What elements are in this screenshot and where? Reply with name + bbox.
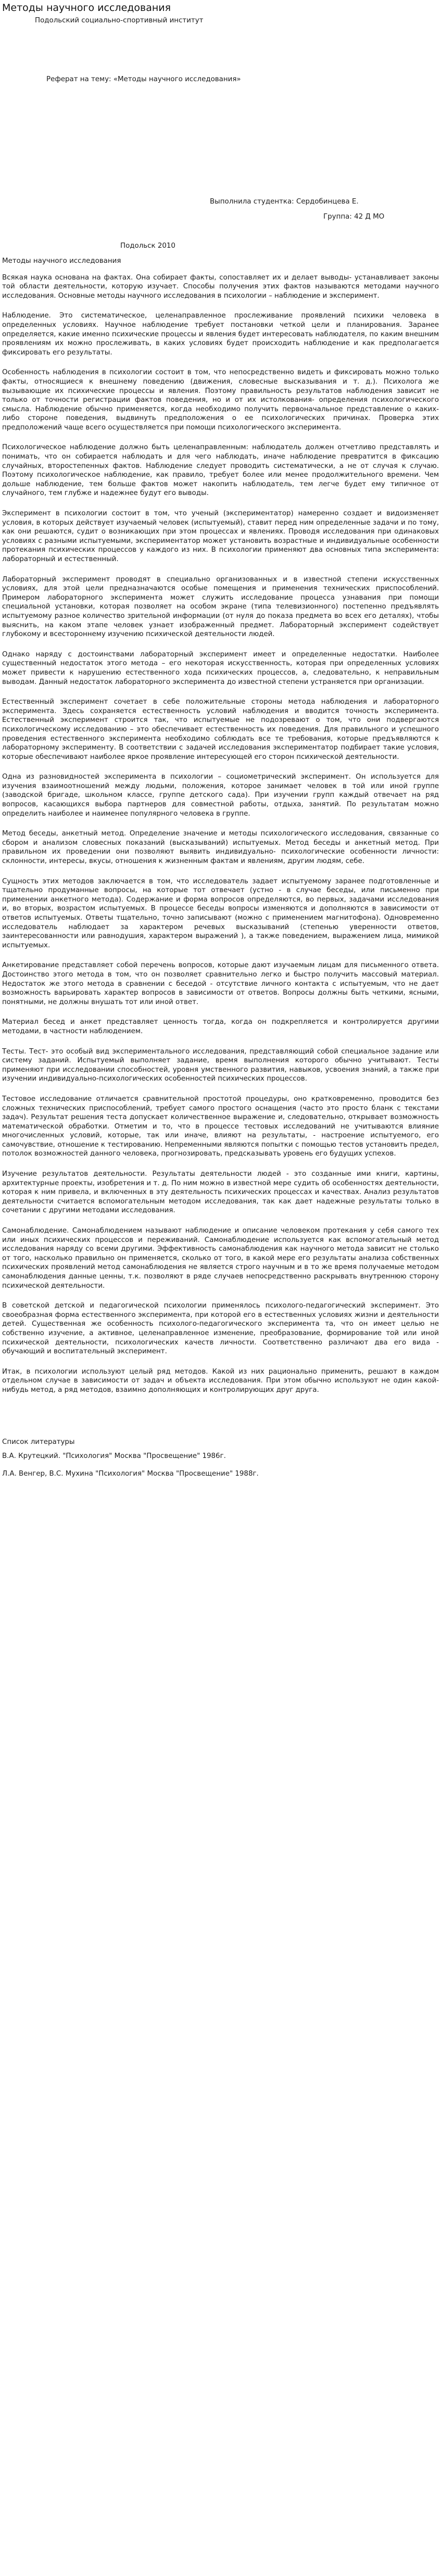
section-heading: Методы научного исследования [2, 257, 121, 265]
paragraph-lab-drawbacks: Однако наряду с достоинствами лабораторный эксперимент имеет и определенные недостатки. Наиболее существенный недостаток этого метода – его некоторая искусственность, которая при определенных условиях может привести к нарушению естественного хода психических процессов, а, следовательно, к неправильным выводам. Данный недостаток лабораторного эксперимента до известной степени устраняется при организации. [2, 650, 439, 686]
author-line: Выполнила студентка: Сердобинцева Е. [210, 198, 359, 206]
reference-item: Л.А. Венгер, В.С. Мухина "Психология" Москва "Просвещение" 1988г. [2, 1469, 259, 1478]
city-year: Подольск 2010 [120, 242, 175, 250]
references-title: Список литературы [2, 1438, 75, 1446]
paragraph-conversation-method: Метод беседы, анкетный метод. Определение значение и методы психологического исследования, связанные со сбором и анализом словесных показаний (высказываний) испытуемых. Метод беседы и анкетный метод. При правильном их проведении они позволяют выявить индивидуально- психологические особенности личности: склонности, интересы, вкусы, отношения к жизненным фактам и явлениям, другим людям, себе. [2, 830, 439, 866]
paragraph-observation: Наблюдение. Это систематическое, целенаправленное прослеживание проявлений психики человека в определенных условиях. Научное наблюдение требует постановки четкой цели и планирования. Заранее определяется, какие именно психические процессы и явления будет интересовать наблюдателя, по каким внешним проявлениям их можно прослеживать, в каких условиях будет происходить наблюдение и как предполагается фиксировать его результаты. [2, 312, 439, 357]
paragraph-sociometric: Одна из разновидностей эксперимента в психологии – социометрический эксперимент. Он используется для изучения взаимоотношений между людьми, положения, которое занимает человек в той или иной группе (заводской бригаде, школьном классе, группе детского сада). При изучении групп каждый отвечает на ряд вопросов, касающихся выбора партнеров для совместной работы, отдыха, занятий. По результатам можно определить наиболее и наименее популярного человека в группе. [2, 773, 439, 818]
paragraph-lab-experiment: Лабораторный эксперимент проводят в специально организованных и в известной степени искусственных условиях, для этой цели предназначаются особые помещения и применения технических приспособлений. Примером лабораторного эксперимента может служить исследование процесса узнавания при помощи специальной установки, которая позволяет на особом экране (типа телевизионного) постепенно предъявлять испытуемому разное количество зрительной информации (от нуля до показа предмета во всех его деталях), чтобы выяснить, на каком этапе человек узнает изображенный предмет. Лабораторный эксперимент содействует глубокому и всестороннему изучению психической деятельности людей. [2, 575, 439, 639]
paragraph-test-research: Тестовое исследование отличается сравнительной простотой процедуры, оно кратковременно, проводится без сложных технических приспособлений, требует самого простого оснащения (часто это просто бланк с текстами задач). Результат решения теста допускает количественное выражение и, следовательно, открывает возможность математической обработки. Отметим и то, что в процессе тестовых исследований не учитываются влияние многочисленных условий, которые, так или иначе, влияют на результаты, - настроение испытуемого, его самочувствие, отношение к тестированию. Непременными являются попытки с помощью тестов установить предел, потолок возможностей данного человека, прогнозировать, предсказывать уровень его будущих успехов. [2, 1095, 439, 1158]
paragraph-tests: Тесты. Тест- это особый вид экспериментального исследования, представляющий собой специальное задание или систему заданий. Испытуемый выполняет задание, время выполнения которого обычно учитывают. Тесты применяют при исследовании способностей, уровня умственного развития, навыков, усвоения знаний, а также при изучении индивидуально-психологических особенностей психических процессов. [2, 1047, 439, 1083]
reference-item: В.А. Крутецкий. "Психология" Москва "Просвещение" 1986г. [2, 1452, 226, 1461]
paragraph-intro: Всякая наука основана на фактах. Она собирает факты, сопоставляет их и делает выводы- устанавливает законы той области деятельности, которую изучает. Способы получения этих фактов называются методами научного исследования. Основные методы научного исследования в психологии – наблюдение и эксперимент. [2, 273, 439, 300]
paragraph-observation-specifics: Особенность наблюдения в психологии состоит в том, что непосредственно видеть и фиксировать можно только факты, относящиеся к внешнему поведению (движения, словесные высказывания и т. д.). Психолога же вызывающие их психические процессы и явления. Поэтому правильность результатов наблюдения зависит не только от точности регистрации фактов поведения, но и от их истолкования- определения психологического смысла. Наблюдение обычно применяется, когда необходимо получить первоначальное представление о каких-либо сторонe поведения, выдвинуть предположения о ее психологических причинах. Проверка этих предположений чаще всего осуществляется при помощи психологического эксперимента. [2, 369, 439, 432]
paragraph-conclusion: Итак, в психологии используют целый ряд методов. Какой из них рационально применить, решают в каждом отдельном случае в зависимости от задач и объекта исследования. При этом обычно используют не один какой-нибудь метод, а ряд методов, взаимно дополняющих и контролирующих друг друга. [2, 1367, 439, 1394]
group-line: Группа: 42 Д МО [323, 212, 385, 221]
paragraph-natural-experiment: Естественный эксперимент сочетает в себе положительные стороны метода наблюдения и лабораторного эксперимента. Здесь сохраняется естественность условий наблюдения и вводится точность эксперимента. Естественный эксперимент строится так, что испытуемые не подозревают о том, что они подвергаются психологическому исследованию – это обеспечивает естественность их поведения. Для правильного и успешного проведения естественного эксперимента необходимо соблюдать все те требования, которые предъявляются к лабораторному эксперименту. В соответствии с задачей исследования экспериментатор подбирает такие условия, которые обеспечивают наиболее яркое проявление интересующей его сторон психической деятельности. [2, 698, 439, 761]
document-title: Методы научного исследования [2, 2, 171, 14]
paragraph-questionnaire: Анкетирование представляет собой перечень вопросов, которые дают изучаемым лицам для письменного ответа. Достоинство этого метода в том, что он позволяет сравнительно легко и быстро получить массовый материал. Недостаток же этого метода в сравнении с беседой - отсутствие личного контакта с испытуемым, что не дает возможность варьировать характер вопросов в зависимости от ответов. Вопросы должны быть четкими, ясными, понятными, не должны внушать тот или иной ответ. [2, 961, 439, 1006]
body-text [2, 273, 439, 1395]
paragraph-experiment: Эксперимент в психологии состоит в том, что ученый (экспериментатор) намеренно создает и видоизменяет условия, в которых действует изучаемый человек (испытуемый), ставит перед ним определенные задачи и по тому, как они решаются, судит о возникающих при этом процессах и явлениях. Проводя исследования при одинаковых условиях с разными испытуемыми, экспериментатор может установить возрастные и индивидуальные особенности протекания психических процессов у каждого из них. В психологии применяют два основных типа эксперимента: лабораторный и естественный. [2, 510, 439, 563]
paragraph-method-essence: Сущность этих методов заключается в том, что исследователь задает испытуемому заранее подготовленные и тщательно продуманные вопросы, на которые тот отвечает (устно - в случае беседы, или письменно при применении анкетного метода). Содержание и форма вопросов определяются, во первых, задачами исследования и, во вторых, возрастом испытуемых. В процессе беседы вопросы изменяются и дополняются в зависимости от ответов испытуемых. Ответы тщательно, точно записывают (можно с применением магнитофона). Одновременно исследователь наблюдает за характером речевых высказываний (степенью уверенности ответов, заинтересованности или равнодушия, характером выражений ), а также поведением, выражением лица, мимикой испытуемых. [2, 877, 439, 949]
paragraph-activity-results: Изучение результатов деятельности. Результаты деятельности людей - это созданные ими книги, картины, архитектурные проекты, изобретения и т. д. По ним можно в известной мере судить об особенностях деятельности, которая к ним привела, и включенных в эту деятельность психических процессах и качествах. Анализ результатов деятельности считается вспомогательным методом исследования, так как дает надежные результаты только в сочетании с другими методами исследования. [2, 1170, 439, 1215]
essay-topic: Реферат на тему: «Методы научного исследования» [46, 75, 241, 83]
paragraph-interview-material: Материал бесед и анкет представляет ценность тогда, когда он подкрепляется и контролируется другими методами, в частности наблюдением. [2, 1018, 439, 1035]
paragraph-self-observation: Самонаблюдение. Самонаблюдением называют наблюдение и описание человеком протекания у себя самого тех или иных психических процессов и переживаний. Самонаблюдение используется как вспомогательный метод исследования наряду со всеми другими. Эффективность самонаблюдения как научного метода зависит не столько от того, насколько правильно он применяется, сколько от того, в какой мере его результаты анализа собственных психических проявлений метод самонаблюдения не является строго научным и в то же время получаемые методом самонаблюдения данные ценны, т.к. позволяют в ряде случаев непосредственно раскрывать внутреннюю сторону психической деятельности. [2, 1227, 439, 1290]
paragraph-pedagogical-experiment: В советской детской и педагогической психологии применялось психолого-педагогический эксперимент. Это своеобразная форма естественного эксперимента, при которой его в естественных условиях жизни и деятельности детей. Существенная же особенность психолого-педагогического эксперимента та, что он имеет целью не собственно изучение, а активное, целенаправленное изменение, преобразование, формирование той или иной психической деятельности, психологических качеств личности. Соответственно различают два его вида - обучающий и воспитательный эксперимент. [2, 1302, 439, 1356]
paragraph-psychological-observation: Психологическое наблюдение должно быть целенаправленным: наблюдатель должен отчетливо представлять и понимать, что он собирается наблюдать и для чего наблюдать, иначе наблюдение превратится в фиксацию случайных, второстепенных фактов. Наблюдение следует проводить систематически, а не от случая к случаю. Поэтому психологическое наблюдение, как правило, требует более или менее продолжительного времени. Чем дольше наблюдение, тем больше фактов может накопить наблюдатель, тем легче будет ему типичное от случайного, тем глубже и надежнее будут его выводы. [2, 443, 439, 498]
institute-name: Подольский социально-спортивный институт [35, 17, 204, 24]
